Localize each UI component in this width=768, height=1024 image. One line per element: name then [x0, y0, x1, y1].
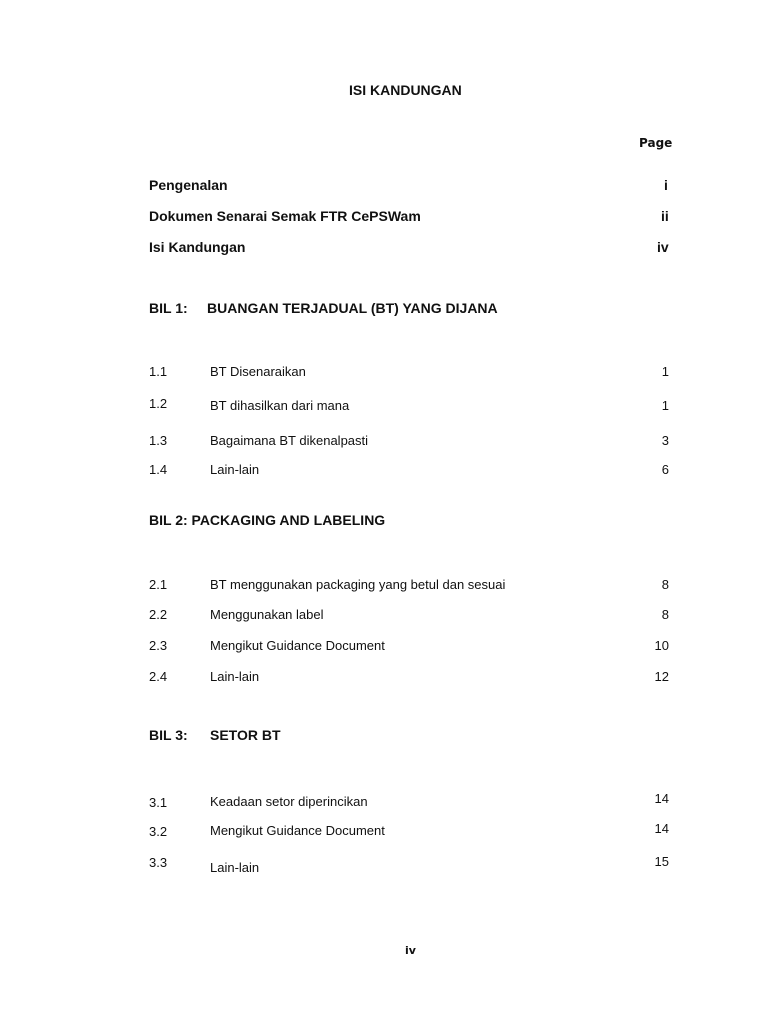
toc-item-label[interactable]: Mengikut Guidance Document — [210, 823, 385, 838]
toc-entry-isi-kandungan[interactable]: Isi Kandungan — [149, 239, 246, 255]
toc-item-label[interactable]: Keadaan setor diperincikan — [210, 794, 368, 809]
toc-item-page: 15 — [654, 854, 669, 869]
toc-entry-pengenalan[interactable]: Pengenalan — [149, 177, 228, 193]
chapter-3-number: BIL 3: — [149, 727, 188, 743]
page-column-header: Page — [639, 136, 673, 150]
page-title: ISI KANDUNGAN — [349, 82, 462, 98]
chapter-1-title[interactable]: BUANGAN TERJADUAL (BT) YANG DIJANA — [207, 300, 498, 316]
toc-item-number: 3.3 — [149, 855, 168, 870]
toc-item-label[interactable]: Lain-lain — [210, 860, 260, 875]
toc-item-label[interactable]: Mengikut Guidance Document — [210, 638, 385, 653]
toc-item-page: 10 — [654, 638, 669, 653]
toc-page-isi-kandungan: iv — [657, 239, 669, 255]
chapter-2-title[interactable]: BIL 2: PACKAGING AND LABELING — [149, 512, 386, 528]
chapter-1-number: BIL 1: — [149, 300, 188, 316]
toc-item-page: 14 — [654, 791, 669, 806]
toc-item-page: 6 — [661, 462, 669, 477]
toc-item-label[interactable]: BT dihasilkan dari mana — [210, 398, 350, 413]
toc-item-number: 2.4 — [149, 669, 168, 684]
toc-item-number: 3.2 — [149, 824, 168, 839]
toc-item-number: 1.3 — [149, 433, 168, 448]
toc-item-page: 8 — [661, 607, 669, 622]
toc-item-number: 1.1 — [149, 364, 168, 379]
toc-item-label[interactable]: Lain-lain — [210, 669, 260, 684]
toc-item-page: 14 — [654, 821, 669, 836]
footer-page-number: iv — [405, 944, 416, 957]
toc-item-label[interactable]: Menggunakan label — [210, 607, 324, 622]
toc-item-page: 1 — [661, 364, 669, 379]
toc-item-page: 1 — [661, 398, 669, 413]
toc-item-number: 1.2 — [149, 396, 168, 411]
toc-item-label[interactable]: BT Disenaraikan — [210, 364, 306, 379]
toc-item-number: 3.1 — [149, 795, 168, 810]
toc-item-number: 2.3 — [149, 638, 168, 653]
toc-page-pengenalan: i — [664, 177, 668, 193]
toc-page-dokumen: ii — [661, 208, 669, 224]
toc-item-number: 1.4 — [149, 462, 168, 477]
toc-item-page: 12 — [654, 669, 669, 684]
chapter-3-title[interactable]: SETOR BT — [210, 727, 281, 743]
toc-item-number: 2.1 — [149, 577, 168, 592]
toc-item-page: 8 — [661, 577, 669, 592]
toc-item-label[interactable]: Lain-lain — [210, 462, 260, 477]
toc-entry-dokumen[interactable]: Dokumen Senarai Semak FTR CePSWam — [149, 208, 421, 224]
toc-item-page: 3 — [661, 433, 669, 448]
toc-item-label[interactable]: BT menggunakan packaging yang betul dan sesuai — [210, 577, 506, 592]
toc-item-number: 2.2 — [149, 607, 168, 622]
toc-item-label[interactable]: Bagaimana BT dikenalpasti — [210, 433, 369, 448]
